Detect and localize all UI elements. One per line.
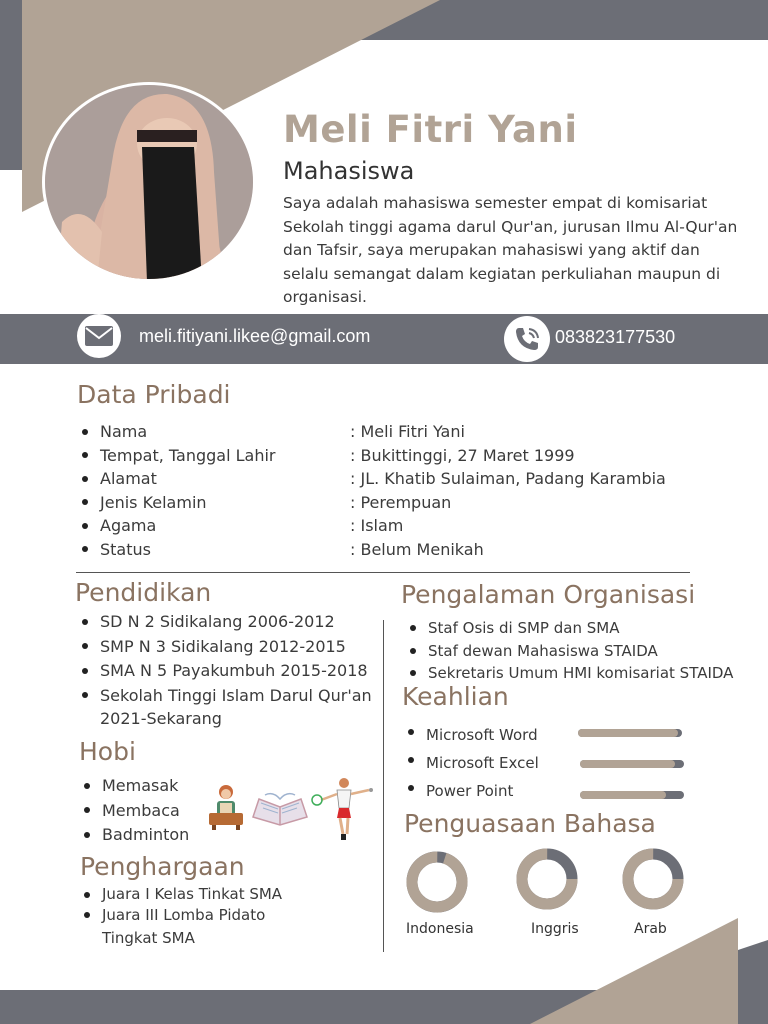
section-divider xyxy=(76,572,690,573)
list-item: Juara I Kelas Tinkat SMA xyxy=(80,884,290,904)
profile-role: Mahasiswa xyxy=(283,157,415,185)
list-item: Membaca xyxy=(80,799,200,824)
education-list xyxy=(78,610,378,730)
language-label-indonesia: Indonesia xyxy=(406,921,474,937)
skill-fill xyxy=(580,791,666,799)
awards-list xyxy=(80,884,290,950)
badminton-illustration xyxy=(307,776,377,850)
awards-title: Penghargaan xyxy=(80,852,245,881)
column-divider xyxy=(383,620,384,952)
cooking-illustration xyxy=(206,783,246,835)
contact-email[interactable]: meli.fitiyani.likee@gmail.com xyxy=(139,326,371,346)
list-item: Staf dewan Mahasiswa STAIDA xyxy=(406,640,766,663)
skill-bar-word xyxy=(578,729,682,737)
profile-photo xyxy=(42,82,256,282)
bottom-right-dark-strip xyxy=(738,940,768,1024)
personal-title: Data Pribadi xyxy=(77,380,231,409)
skill-bar-excel xyxy=(580,760,684,768)
language-donut-inggris xyxy=(514,846,580,912)
list-item: Memasak xyxy=(80,774,200,799)
organization-list xyxy=(406,617,766,685)
list-item: Agama : Islam xyxy=(78,514,678,538)
skill-bar-powerpoint xyxy=(580,791,684,799)
language-label-arab: Arab xyxy=(634,921,667,937)
skill-fill xyxy=(580,760,675,768)
list-item: Microsoft Word xyxy=(404,721,574,749)
hobbies-title: Hobi xyxy=(79,737,136,766)
profile-summary: Saya adalah mahasiswa semester empat di komisariat Sekolah tinggi agama darul Qur'an, jurusan Ilmu Al-Qur'an dan Tafsir, saya merupakan mahasiswi yang aktif dan selalu semangat dalam kegiatan perkuliahan maupun di organisasi. xyxy=(283,194,738,306)
list-item: SD N 2 Sidikalang 2006-2012 xyxy=(78,610,378,635)
skills-list xyxy=(404,721,574,805)
list-item: Badminton xyxy=(80,823,200,848)
contact-phone[interactable]: 083823177530 xyxy=(555,327,676,347)
language-donut-indonesia xyxy=(404,849,470,915)
phone-icon xyxy=(504,316,550,362)
list-item: Juara III Lomba Pidato Tingkat SMA xyxy=(80,904,290,950)
skills-title: Keahlian xyxy=(402,682,509,711)
education-title: Pendidikan xyxy=(75,578,212,607)
language-label-inggris: Inggris xyxy=(531,921,579,937)
list-item: Status : Belum Menikah xyxy=(78,538,678,562)
profile-name: Meli Fitri Yani xyxy=(283,108,578,151)
language-donut-arab xyxy=(620,846,686,912)
list-item: Jenis Kelamin : Perempuan xyxy=(78,491,678,515)
list-item: Microsoft Excel xyxy=(404,749,574,777)
languages-title: Penguasaan Bahasa xyxy=(404,809,656,838)
skill-fill xyxy=(578,729,678,737)
hobbies-list xyxy=(80,774,200,848)
list-item: Sekolah Tinggi Islam Darul Qur'an 2021-Sekarang xyxy=(78,684,378,730)
list-item: Alamat : JL. Khatib Sulaiman, Padang Karambia xyxy=(78,467,678,491)
list-item: Sekretaris Umum HMI komisariat STAIDA xyxy=(406,662,766,685)
list-item: Nama : Meli Fitri Yani xyxy=(78,420,678,444)
list-item: Power Point xyxy=(404,777,574,805)
organization-title: Pengalaman Organisasi xyxy=(401,580,696,609)
list-item: Staf Osis di SMP dan SMA xyxy=(406,617,766,640)
personal-list xyxy=(78,420,678,561)
left-dark-strip xyxy=(0,40,22,170)
list-item: SMA N 5 Payakumbuh 2015-2018 xyxy=(78,659,378,684)
list-item: SMP N 3 Sidikalang 2012-2015 xyxy=(78,635,378,660)
email-icon xyxy=(77,314,121,358)
book-illustration xyxy=(251,791,309,833)
donut-arc xyxy=(405,850,468,913)
list-item: Tempat, Tanggal Lahir : Bukittinggi, 27 Maret 1999 xyxy=(78,444,678,468)
